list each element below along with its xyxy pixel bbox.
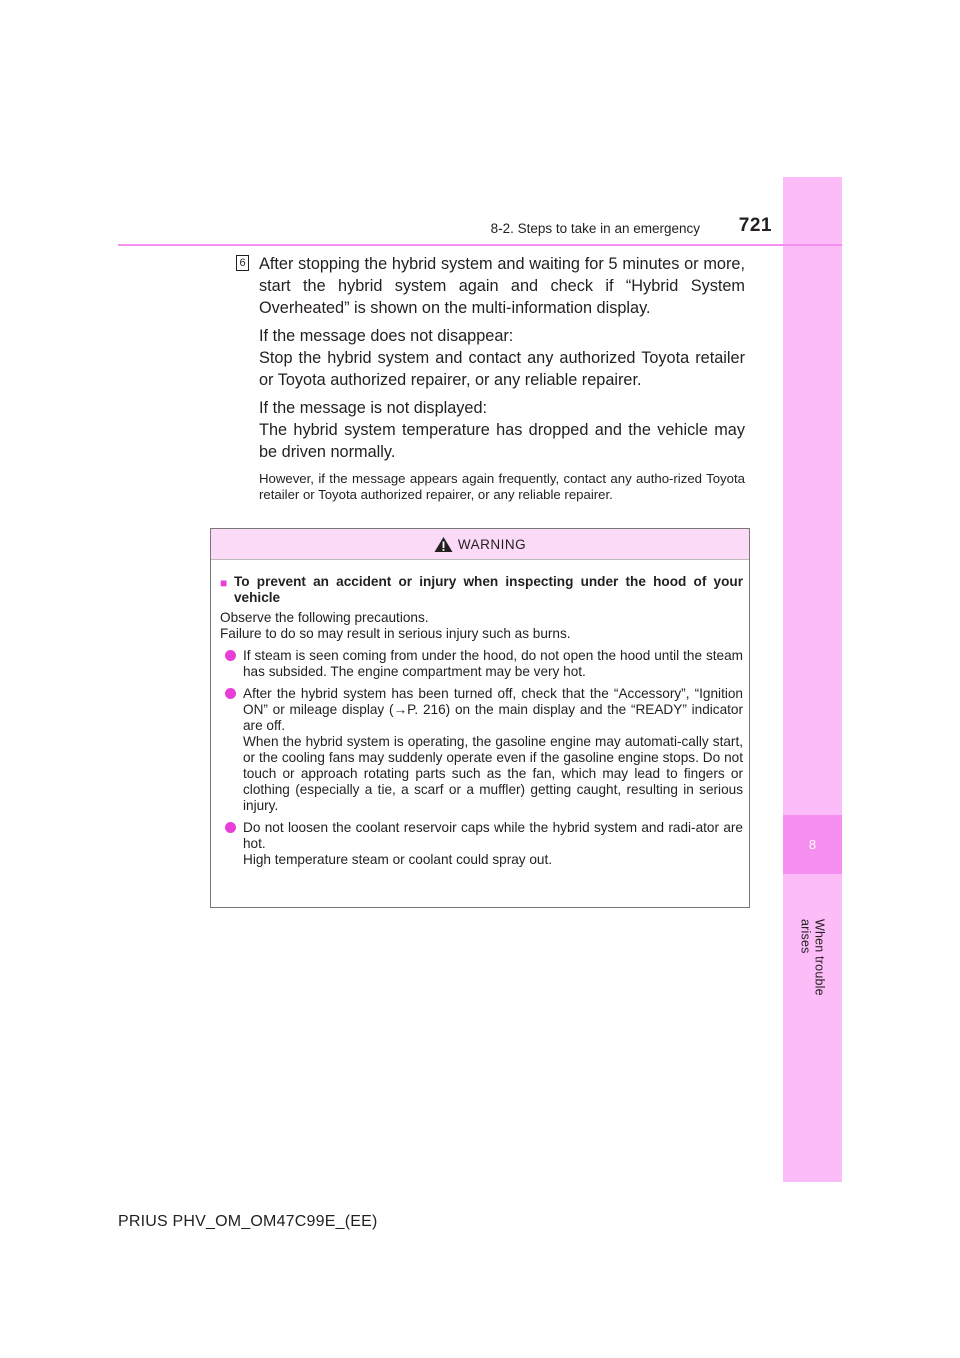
square-bullet-icon: ■ (220, 576, 228, 590)
header-divider (118, 244, 842, 246)
step-body (259, 253, 745, 508)
warning-bullet-text: Do not loosen the coolant reservoir caps while the hybrid system and radi-ator are hot. (243, 820, 743, 851)
warning-bullet (220, 686, 743, 814)
warning-title-text: To prevent an accident or injury when inspecting under the hood of your vehicle (234, 574, 743, 605)
step-note: However, if the message appears again frequently, contact any autho-rized Toyota retailer or Toyota authorized repairer, or any reliable repairer. (259, 471, 745, 502)
section-title: 8-2. Steps to take in an emergency (490, 221, 700, 236)
warning-triangle-icon (434, 536, 453, 553)
step-paragraph: Stop the hybrid system and contact any authorized Toyota retailer or Toyota authorized repairer, or any reliable repairer. (259, 349, 745, 389)
chapter-title: When trouble arises (798, 919, 827, 996)
step-paragraph: If the message is not displayed: (259, 399, 488, 417)
warning-box (210, 528, 750, 908)
bullet-dot-icon (225, 688, 237, 700)
bullet-dot-icon (225, 650, 237, 662)
step-paragraph: The hybrid system temperature has dropped and the vehicle may be driven normally. (259, 421, 745, 461)
chapter-side-tab (783, 177, 842, 1182)
page-number: 721 (738, 215, 772, 236)
warning-intro: Failure to do so may result in serious injury such as burns. (220, 626, 571, 641)
footer-doc-code: PRIUS PHV_OM_OM47C99E_(EE) (118, 1213, 378, 1230)
bullet-dot-icon (225, 822, 237, 834)
warning-bullet (220, 820, 743, 868)
warning-bullet-text: If steam is seen coming from under the hood, do not open the hood until the steam has subsided. The engine compartment may be very hot. (243, 648, 743, 679)
warning-label: WARNING (457, 536, 527, 552)
step-number-badge: 6 (236, 255, 249, 271)
warning-header (211, 529, 749, 560)
warning-content (211, 560, 749, 868)
warning-bullet (220, 648, 743, 680)
warning-bullet-text: When the hybrid system is operating, the gasoline engine may automati-cally start, or the cooling fans may suddenly operate even if the gasoline engine stops. Do not touch or approach rotating parts such as the fan, which may lead to fingers or clothing (especially a tie, a scarf or a muffler) getting caught, resulting in serious injury. (243, 734, 743, 813)
step-paragraph: If the message does not disappear: (259, 327, 514, 345)
chapter-number: 8 (783, 815, 842, 874)
step-paragraph: After stopping the hybrid system and waiting for 5 minutes or more, start the hybrid system again and check if “Hybrid System Overheated” is shown on the multi-information display. (259, 255, 745, 317)
warning-title (220, 574, 743, 606)
warning-bullet-text: After the hybrid system has been turned off, check that the “Accessory”, “Ignition ON” or mileage display (→P. 216) on the main display and the “READY” indicator are off. (243, 686, 743, 733)
warning-bullet-text: High temperature steam or coolant could spray out. (243, 852, 553, 867)
warning-intro: Observe the following precautions. (220, 610, 429, 625)
